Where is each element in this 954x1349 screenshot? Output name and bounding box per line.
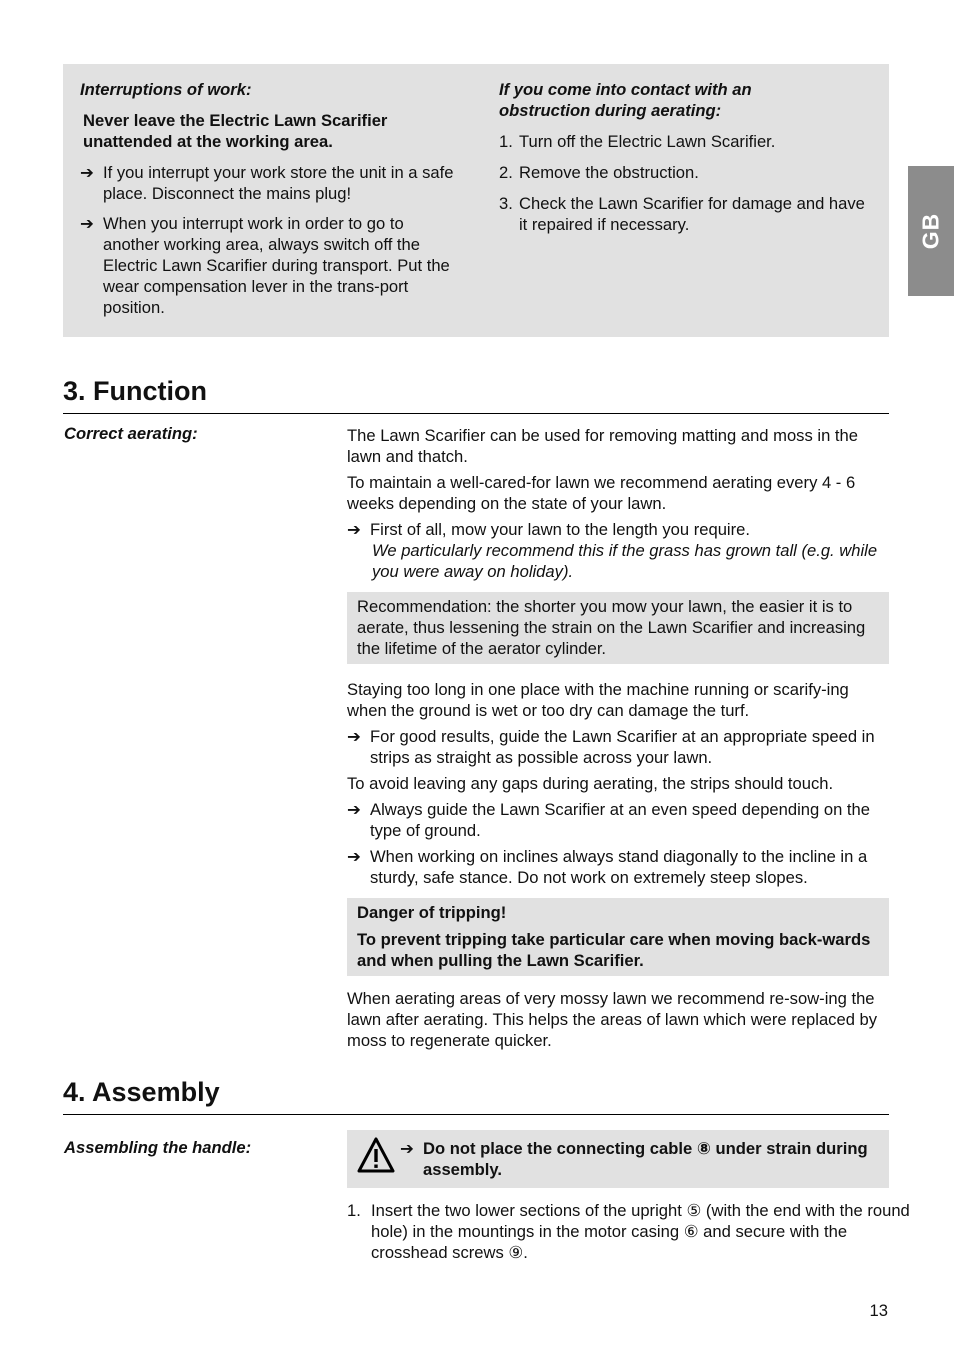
- interruptions-heading: Interruptions of work:: [80, 80, 252, 99]
- assembly-step-1-text: Insert the two lower sections of the upright ⑤ (with the end with the round hole) in the mountings in the motor casing ⑥ and secure with the crosshead screws ⑨.: [371, 1201, 910, 1262]
- interruptions-section: [80, 79, 460, 318]
- function-body: [347, 425, 889, 1051]
- assembly-title: 4. Assembly: [63, 1077, 220, 1107]
- recommendation-box: [347, 592, 889, 664]
- function-bullet-1-note: We particularly recommend this if the grass has grown tall (e.g. while you were away on holiday).: [372, 541, 878, 581]
- function-bullet-2: For good results, guide the Lawn Scarifier at an appropriate speed in strips as straight as possible across your lawn.: [370, 727, 875, 767]
- function-paragraph-2: To maintain a well-cared-for lawn we recommend aerating every 4 - 6 weeks depending on the state of your lawn.: [347, 473, 856, 513]
- recommendation-text: Recommendation: the shorter you mow your lawn, the easier it is to aerate, thus lessening the strain on the Lawn Scarifier and increasing the lifetime of the aerator cylinder.: [357, 597, 866, 658]
- arrow-right-icon: ➔: [347, 800, 361, 819]
- arrow-right-icon: ➔: [347, 727, 361, 746]
- function-paragraph-3: Staying too long in one place with the machine running or scarify-ing when the ground is wet or too dry can damage the turf.: [347, 680, 849, 720]
- function-bullet-3: Always guide the Lawn Scarifier at an even speed depending on the type of ground.: [370, 800, 871, 840]
- function-paragraph-5: When aerating areas of very mossy lawn we recommend re-sow-ing the lawn after aerating. This helps the areas of lawn which were replaced by moss to regenerate quicker.: [347, 989, 878, 1050]
- obstruction-step-1: Turn off the Electric Lawn Scarifier.: [519, 132, 776, 151]
- obstruction-step-2: Remove the obstruction.: [519, 163, 699, 182]
- function-paragraph-1: The Lawn Scarifier can be used for removing matting and moss in the lawn and thatch.: [347, 426, 858, 466]
- correct-aerating-heading: Correct aerating:: [64, 424, 198, 443]
- list-item: [347, 846, 889, 888]
- interruptions-warning: Never leave the Electric Lawn Scarifier unattended at the working area.: [83, 111, 388, 151]
- assembly-warning-text: Do not place the connecting cable ⑧ under strain during assembly.: [423, 1139, 868, 1179]
- arrow-right-icon: ➔: [80, 214, 94, 233]
- language-tab: [908, 166, 954, 296]
- assembly-warning-box: [347, 1130, 889, 1188]
- language-tab-label: GB: [917, 212, 944, 250]
- list-item: 1. Turn off the Electric Lawn Scarifier.: [499, 132, 776, 151]
- list-item: [80, 162, 460, 204]
- list-item: [347, 519, 889, 582]
- list-item: 3. Check the Lawn Scarifier for damage and have it repaired if necessary.: [499, 194, 865, 234]
- arrow-right-icon: ➔: [347, 520, 361, 539]
- list-item: [347, 799, 889, 841]
- assembling-handle-heading: Assembling the handle:: [64, 1138, 252, 1157]
- list-item: [80, 213, 460, 318]
- obstruction-section: [499, 79, 874, 235]
- list-item: [400, 1138, 870, 1180]
- function-bullet-4: When working on inclines always stand diagonally to the incline in a sturdy, safe stance. Do not work on extremely steep slopes.: [370, 847, 868, 887]
- arrow-right-icon: ➔: [80, 163, 94, 182]
- arrow-right-icon: ➔: [400, 1139, 414, 1158]
- obstruction-heading: If you come into contact with an obstruction during aerating:: [499, 80, 752, 120]
- warning-triangle-icon: [357, 1137, 395, 1173]
- danger-text: To prevent tripping take particular care when moving back-wards and when pulling the Lawn Scarifier.: [357, 930, 871, 970]
- interruptions-item-1: If you interrupt your work store the unit in a safe place. Disconnect the mains plug!: [103, 163, 454, 203]
- assembly-step-1: 1. Insert the two lower sections of the upright ⑤ (with the end with the round hole) in the mountings in the motor casing ⑥ and secure with the crosshead screws ⑨.: [347, 1201, 910, 1262]
- assembly-divider: [63, 1114, 889, 1115]
- arrow-right-icon: ➔: [347, 847, 361, 866]
- function-divider: [63, 413, 889, 414]
- danger-box: [347, 898, 889, 976]
- function-bullet-1: First of all, mow your lawn to the length you require.: [370, 520, 750, 539]
- danger-title: Danger of tripping!: [357, 903, 507, 922]
- interruptions-item-2: When you interrupt work in order to go to another working area, always switch off the Electric Lawn Scarifier during transport. Put the wear compensation lever in the trans-port position.: [103, 214, 450, 317]
- obstruction-step-3: Check the Lawn Scarifier for damage and have it repaired if necessary.: [519, 194, 865, 234]
- list-item: [347, 726, 889, 768]
- function-paragraph-4: To avoid leaving any gaps during aerating, the strips should touch.: [347, 774, 834, 793]
- page-number: 13: [869, 1301, 888, 1320]
- function-title: 3. Function: [63, 376, 207, 406]
- list-item: 2. Remove the obstruction.: [499, 163, 699, 182]
